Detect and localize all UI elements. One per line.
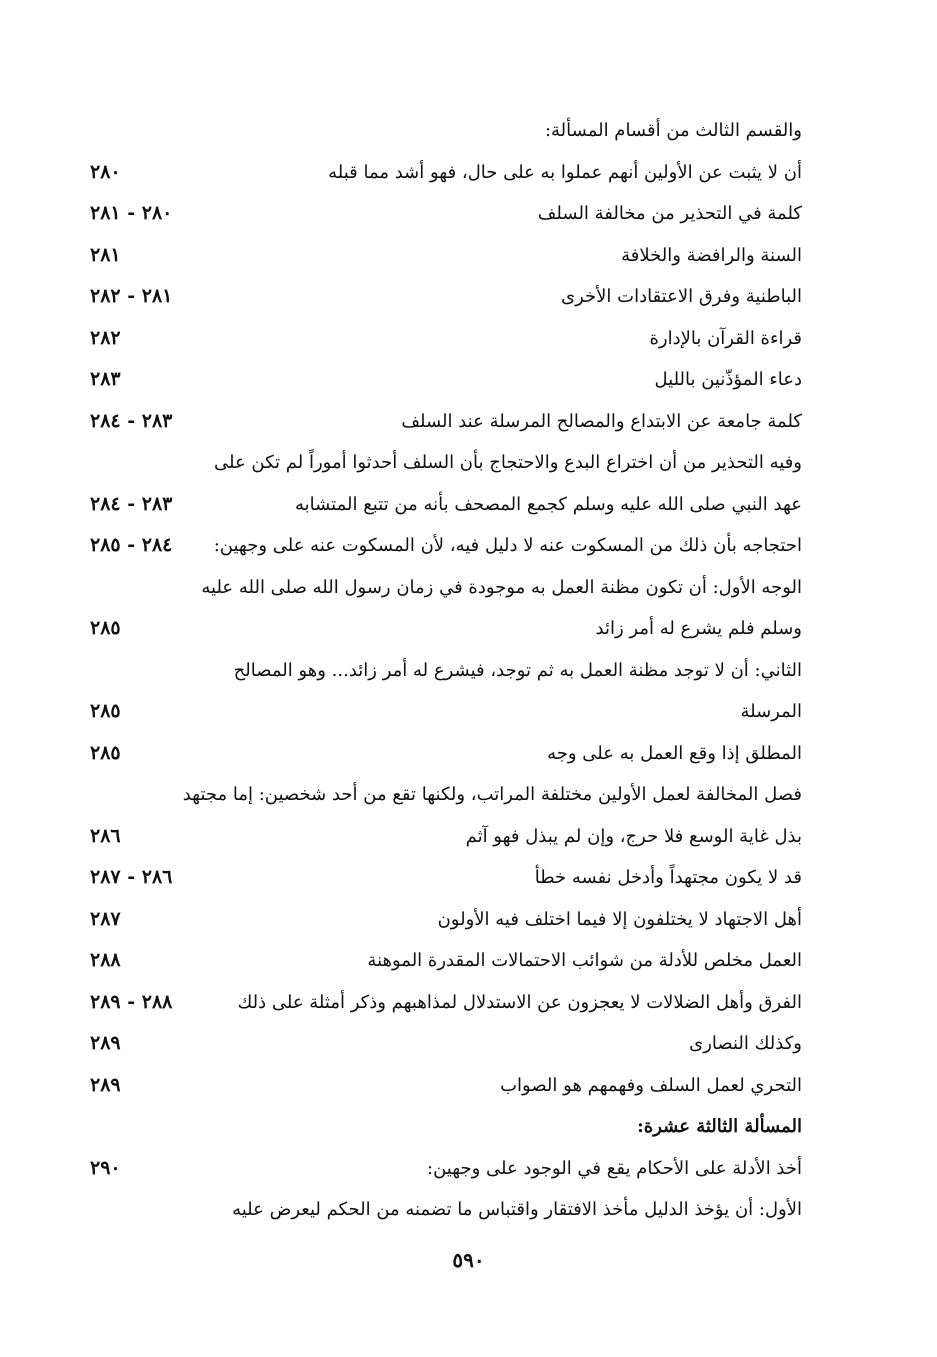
entry-text: كلمة جامعة عن الابتداع والمصالح المرسلة عند السلف [401, 410, 802, 432]
index-entry [90, 608, 802, 650]
index-entry [90, 733, 802, 775]
entry-text: المطلق إذا وقع العمل به على وجه [547, 742, 802, 764]
entry-text: الأول: أن يؤخذ الدليل مأخذ الافتقار واقتباس ما تضمنه من الحكم ليعرض عليه [232, 1199, 802, 1220]
entry-page-numbers: ٢٨٥ [90, 700, 121, 722]
index-entry [90, 525, 802, 567]
entry-page-numbers: ٢٨٩ [90, 1032, 121, 1054]
index-entry [90, 899, 802, 941]
entry-text: الوجه الأول: أن تكون مظنة العمل به موجودة في زمان رسول الله صلى الله عليه [201, 576, 802, 598]
entry-page-numbers: ٢٨٧ [90, 907, 121, 930]
entry-page-numbers: ٢٨١ - ٢٨٢ [90, 285, 173, 307]
entry-text: أهل الاجتهاد لا يختلفون إلا فيما اختلف فيه الأولون [437, 908, 802, 930]
entry-text: التحري لعمل السلف وفهمهم هو الصواب [500, 1074, 802, 1096]
index-entry [90, 152, 802, 194]
index-entry [90, 650, 802, 692]
entry-page-numbers: ٢٨٥ [90, 741, 121, 764]
index-entries [90, 110, 802, 1231]
entry-text: قراءة القرآن بالإدارة [649, 327, 802, 349]
entry-page-numbers: ٢٨٨ [90, 949, 121, 971]
index-entry [90, 816, 802, 858]
entry-page-numbers: ٢٨٩ [90, 1073, 121, 1096]
index-entry [90, 442, 802, 484]
entry-text: السنة والرافضة والخلافة [621, 244, 802, 266]
entry-text: المرسلة [740, 701, 802, 722]
index-entry [90, 401, 802, 443]
index-entry [90, 940, 802, 982]
index-entry [90, 982, 802, 1024]
entry-page-numbers: ٢٨١ [90, 243, 121, 266]
index-entry [90, 318, 802, 360]
entry-page-numbers: ٢٨٣ - ٢٨٤ [90, 492, 173, 515]
section-heading [90, 1106, 802, 1148]
index-entry [90, 276, 802, 318]
index-entry [90, 193, 802, 235]
entry-page-numbers: ٢٨٣ - ٢٨٤ [90, 409, 173, 432]
entry-text: العمل مخلص للأدلة من شوائب الاحتمالات المقدرة الموهنة [367, 950, 802, 971]
entry-text: دعاء المؤذّنين بالليل [654, 369, 802, 390]
entry-page-numbers: ٢٨٥ [90, 617, 121, 639]
index-entry [90, 691, 802, 733]
index-entry [90, 235, 802, 277]
entry-text: وسلم فلم يشرع له أمر زائد [595, 618, 802, 639]
index-entry [90, 110, 802, 152]
entry-page-numbers: ٢٩٠ [90, 1156, 121, 1179]
index-entry [90, 567, 802, 609]
entry-page-numbers: ٢٨٢ [90, 326, 121, 349]
entry-text: الباطنية وفرق الاعتقادات الأخرى [560, 286, 802, 307]
entry-page-numbers: ٢٨٦ - ٢٨٧ [90, 866, 173, 888]
index-entry [90, 774, 802, 816]
entry-text: قد لا يكون مجتهداً وأدخل نفسه خطأ [534, 867, 802, 888]
entry-text: احتجاجه بأن ذلك من المسكوت عنه لا دليل فيه، لأن المسكوت عنه على وجهين: [213, 535, 802, 556]
entry-text: عهد النبي صلى الله عليه وسلم كجمع المصحف بأنه من تتبع المتشابه [294, 493, 802, 515]
index-entry [90, 484, 802, 526]
entry-text: وكذلك النصارى [689, 1033, 802, 1054]
entry-text: فصل المخالفة لعمل الأولين مختلفة المراتب، ولكنها تقع من أحد شخصين: إما مجتهد [182, 784, 802, 805]
entry-page-numbers: ٢٨٦ [90, 824, 121, 847]
entry-page-numbers: ٢٨٠ [90, 160, 121, 183]
index-entry [90, 1023, 802, 1065]
entry-text: وفيه التحذير من أن اختراع البدع والاحتجاج بأن السلف أحدثوا أموراً لم تكن على [213, 452, 802, 473]
entry-text: والقسم الثالث من أقسام المسألة: [544, 120, 802, 141]
entry-page-numbers: ٢٨٣ [90, 368, 121, 390]
index-entry [90, 1148, 802, 1190]
entry-text: أخذ الأدلة على الأحكام يقع في الوجود على وجهين: [427, 1157, 802, 1179]
entry-text: الفرق وأهل الضلالات لا يعجزون عن الاستدلال لمذاهبهم وذكر أمثلة على ذلك [237, 991, 802, 1013]
entry-page-numbers: ٢٨٠ - ٢٨١ [90, 202, 173, 224]
index-entry [90, 1065, 802, 1107]
index-entry [90, 857, 802, 899]
index-entry [90, 1189, 802, 1231]
entry-page-numbers: ٢٨٨ - ٢٨٩ [90, 990, 173, 1013]
index-entry [90, 359, 802, 401]
entry-text: كلمة في التحذير من مخالفة السلف [537, 203, 802, 224]
entry-page-numbers: ٢٨٤ - ٢٨٥ [90, 534, 173, 556]
entry-text: المسألة الثالثة عشرة: [637, 1116, 802, 1137]
entry-text: أن لا يثبت عن الأولين أنهم عملوا به على حال، فهو أشد مما قبله [328, 161, 802, 183]
page-number: ٥٩٠ [452, 1248, 485, 1272]
entry-text: الثاني: أن لا توجد مظنة العمل به ثم توجد، فيشرع له أمر زائد... وهو المصالح [233, 659, 802, 681]
entry-text: بذل غاية الوسع فلا حرج، وإن لم يبذل فهو آثم [465, 825, 802, 847]
